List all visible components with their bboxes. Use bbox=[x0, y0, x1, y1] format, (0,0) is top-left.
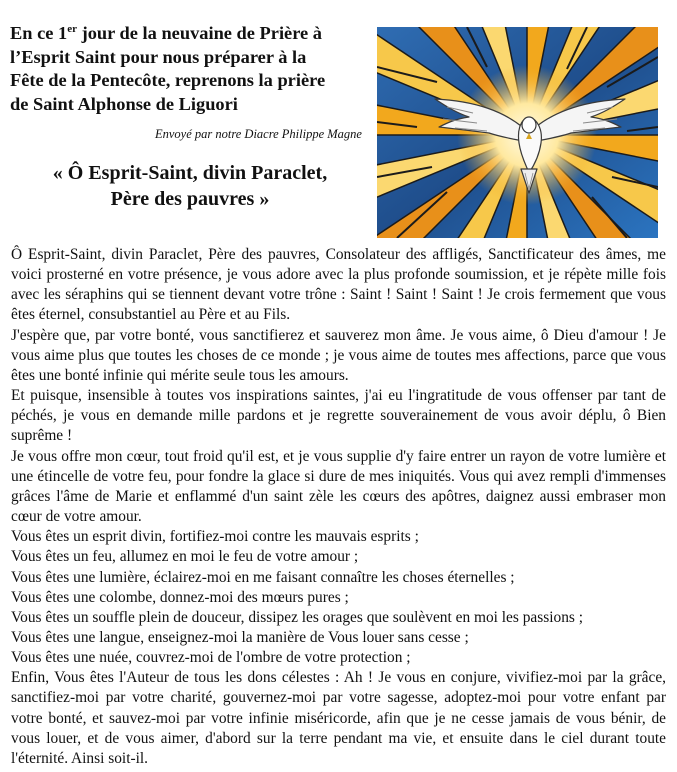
prayer-title bbox=[10, 160, 370, 212]
prayer-title-line-2: Père des pauvres » bbox=[110, 188, 270, 210]
intro-line-3: Fête de la Pentecôte, reprenons la prière bbox=[10, 70, 326, 90]
intro-line-1 bbox=[10, 22, 370, 46]
prayer-paragraph: Vous êtes une langue, enseignez-moi la manière de Vous louer sans cesse ; bbox=[11, 628, 469, 646]
prayer-paragraph: Vous êtes une lumière, éclairez-moi en me faisant connaître les choses éternelles ; bbox=[11, 568, 515, 586]
prayer-paragraph: Je vous offre mon cœur, tout froid qu'il est, et je vous supplie d'y faire entrer un rayon de votre lumière et une étincelle de votre feu, pour fondre la glace si dure de mes iniquités. Vous qui avez rempli d'immenses grâces l'âme de Marie et enflammé d'un saint zèle les cœurs des apôtres, daignez aussi embraser mon cœur de votre amour. bbox=[11, 447, 666, 526]
intro-line-1-end: jour de la neuvaine de Prière à bbox=[76, 23, 322, 43]
prayer-paragraph: Vous êtes une colombe, donnez-moi des mœurs pures ; bbox=[11, 588, 349, 606]
prayer-paragraph: Vous êtes un esprit divin, fortifiez-moi contre les mauvais esprits ; bbox=[11, 528, 419, 546]
prayer-paragraph: Enfin, Vous êtes l'Auteur de tous les dons célestes : Ah ! Je vous en conjure, vivifiez-moi par la grâce, sanctifiez-moi par votre charité, gouvernez-moi par votre sagesse, adoptez-moi pour votre enfant par votre bonté, et sauvez-moi par votre infinie miséricorde, afin que je ne cesse jamais de vous bénir, de vous louer, et de vous aimer, d'abord sur la terre pendant ma vie, et ensuite dans le ciel durant toute l'éternité. Ainsi soit-il. bbox=[11, 669, 666, 767]
intro-heading bbox=[10, 22, 370, 116]
prayer-paragraph: Vous êtes un feu, allumez en moi le feu de votre amour ; bbox=[11, 548, 359, 566]
intro-line-2: l’Esprit Saint pour nous préparer à la bbox=[10, 46, 307, 67]
prayer-title-line-1: « Ô Esprit-Saint, divin Paraclet, bbox=[52, 162, 328, 184]
dove-head bbox=[522, 117, 536, 133]
intro-line-4: de Saint Alphonse de Liguori bbox=[10, 93, 238, 114]
prayer-paragraph: Et puisque, insensible à toutes vos inspirations saintes, j'ai eu l'ingratitude de vous offenser par tant de péchés, je vous en demande mille pardons et je regrette souverainement de vous avoir déplu, ô Bien suprême ! bbox=[11, 387, 666, 445]
prayer-paragraph: Ô Esprit-Saint, divin Paraclet, Père des pauvres, Consolateur des affligés, Sanctificateur des âmes, me voici prosterné en votre présence, je vous adore avec la plus profonde soumission, et je répète mille fois avec les séraphins qui se tiennent devant votre trône : Saint ! Saint ! Saint ! Je crois fermement que vous êtes éternel, consubstantiel au Père et au Fils. bbox=[11, 246, 666, 324]
byline: Envoyé par notre Diacre Philippe Magne bbox=[154, 127, 362, 141]
holy-spirit-dove-icon bbox=[377, 27, 658, 238]
stained-glass-dove-image bbox=[377, 27, 658, 238]
prayer-paragraph: J'espère que, par votre bonté, vous sanctifierez et sauverez mon âme. Je vous aime, ô Dieu d'amour ! Je vous aime plus que toutes les choses de ce monde ; je vous aime de toutes mes affections, parce que vous êtes une bonté infinie qui mérite seule tous les amours. bbox=[11, 326, 666, 384]
prayer-paragraph: Vous êtes un souffle plein de douceur, dissipez les orages que soulèvent en moi les passions ; bbox=[11, 608, 584, 626]
ordinal-superscript: er bbox=[67, 23, 77, 35]
intro-line-1-start: En ce 1 bbox=[10, 23, 68, 43]
prayer-paragraph: Vous êtes une nuée, couvrez-moi de l'ombre de votre protection ; bbox=[11, 649, 411, 667]
prayer-body bbox=[11, 245, 666, 769]
